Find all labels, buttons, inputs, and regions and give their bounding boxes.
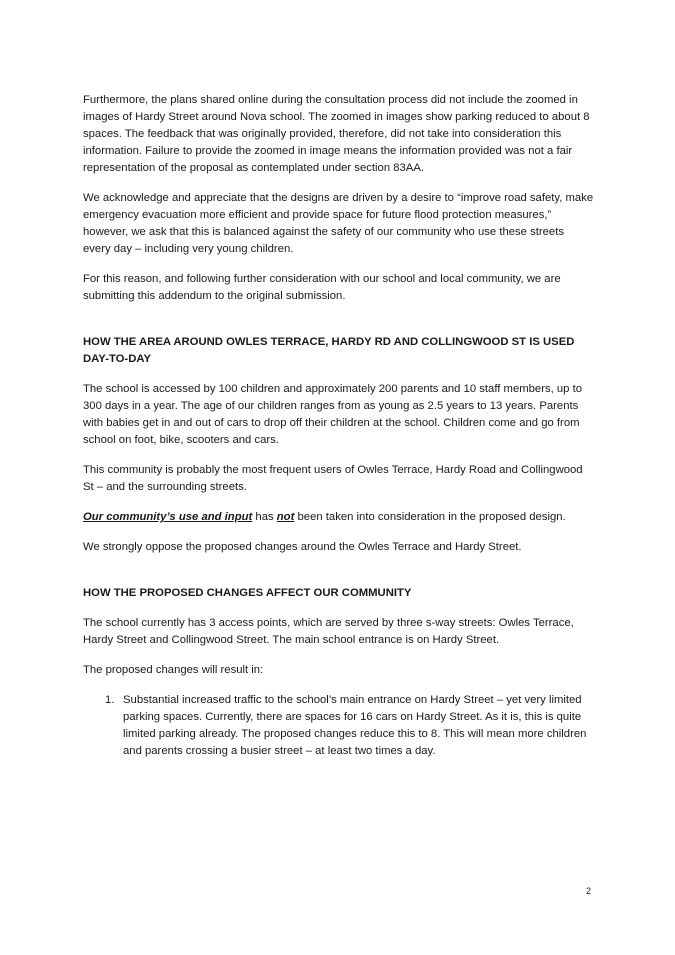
paragraph-community-input-end: been taken into consideration in the proposed design. (294, 511, 566, 523)
emphasized-community-input-text: Our community’s use and input (83, 511, 253, 523)
paragraph-strongly-oppose: We strongly oppose the proposed changes around the Owles Terrace and Hardy Street. (83, 541, 522, 553)
paragraph-access-points: The school currently has 3 access points, which are served by three s-way streets: Owles Terrace, Hardy Street and Collingwood Street. The main school entrance is on Hardy Street. (83, 617, 574, 646)
paragraph-community-input (83, 509, 594, 526)
paragraph-changes-intro: The proposed changes will result in: (83, 664, 264, 676)
paragraph-community-input-middle: has (252, 511, 277, 523)
paragraph-school-access-numbers: The school is accessed by 100 children and approximately 200 parents and 10 staff members, up to 300 days in a year. The age of our children ranges from as young as 2.5 years to 13 years. Parents with babies get in and out of cars to drop off their children at the school. Children come and go from school on foot, bike, scooters and cars. (83, 383, 583, 446)
page-number: 2 (586, 886, 592, 896)
paragraph-reason-addendum: For this reason, and following further consideration with our school and local community, we are submitting this addendum to the original submission. (83, 273, 561, 302)
section-heading-proposed-changes: HOW THE PROPOSED CHANGES AFFECT OUR COMMUNITY (83, 587, 412, 599)
paragraph-frequent-users: This community is probably the most frequent users of Owles Terrace, Hardy Road and Collingwood St – and the surrounding streets. (83, 464, 583, 493)
document-body (83, 92, 594, 760)
paragraph-consultation-process: Furthermore, the plans shared online during the consultation process did not include the zoomed in images of Hardy Street around Nova school. The zoomed in images show parking reduced to about 8 spaces. The feedback that was originally provided, therefore, did not take into consideration this information. Failure to provide the zoomed in image means the information provided was not a fair representation of the proposal as contemplated under section 83AA. (83, 94, 590, 174)
list-item-number: 1. (105, 694, 115, 706)
list-item (83, 692, 594, 760)
paragraph-acknowledge-designs: We acknowledge and appreciate that the designs are driven by a desire to “improve road safety, make emergency evacuation more efficient and provide space for future flood protection measures,” however, we ask that this is balanced against the safety of our community who use these streets every day – including very young children. (83, 192, 594, 255)
numbered-list (83, 692, 594, 760)
list-item-text: Substantial increased traffic to the school’s main entrance on Hardy Street – yet very limited parking spaces. Currently, there are spaces for 16 cars on Hardy Street. As it is, this is quite limited parking already. The proposed changes reduce this to 8. This will mean more children and parents crossing a busier street – at least two times a day. (123, 694, 587, 757)
emphasized-not-text: not (276, 511, 295, 523)
section-heading-area-usage: HOW THE AREA AROUND OWLES TERRACE, HARDY RD AND COLLINGWOOD ST IS USED DAY-TO-DAY (83, 336, 575, 365)
